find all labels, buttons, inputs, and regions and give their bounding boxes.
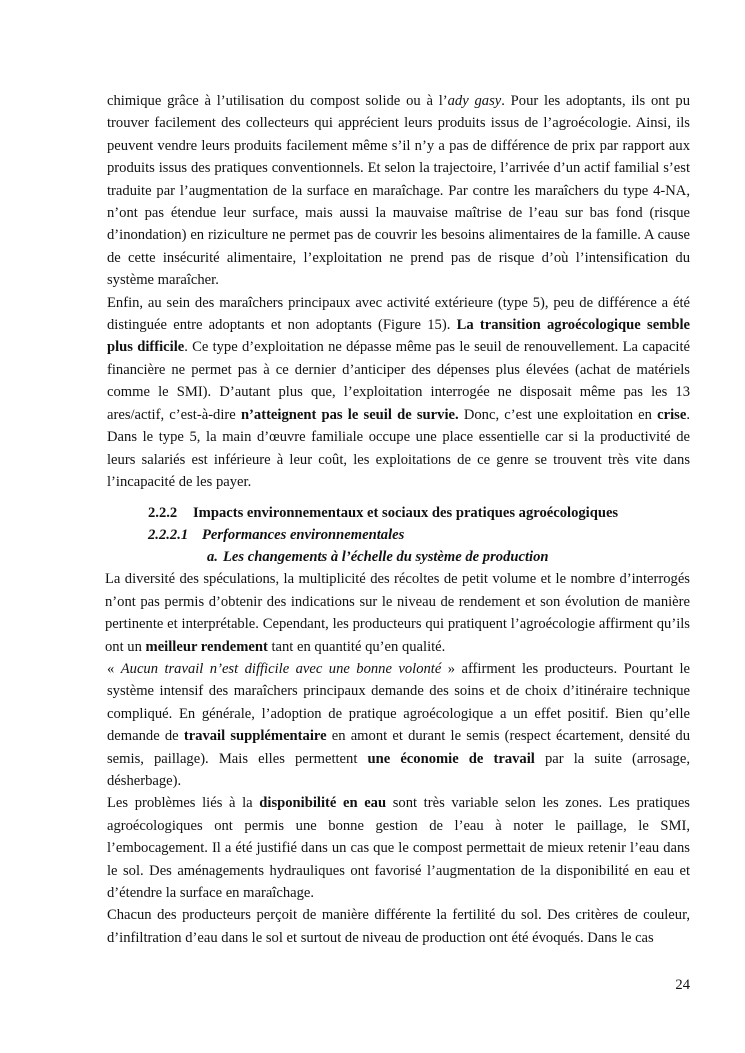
- page-number: 24: [675, 977, 690, 993]
- text-run: Chacun des producteurs perçoit de manière différente la fertilité du sol. Des critères de couleur, d’infiltration d’eau dans le sol et surtout de niveau de production ont été évoqués. Dans le cas: [107, 907, 690, 946]
- section-heading-2-2-2: [107, 502, 690, 524]
- text-run: . Pour les adoptants, ils ont pu trouver facilement des collecteurs qui apprécient leurs produits issus de l’agroécologie. Ainsi, ils peuvent vendre leurs produits facilement même s’il n’y a pas de différence de prix par rapport aux produits issus des pratiques conventionnels. Et selon la trajectoire, l’arrivée d’un actif familial s’est traduite par l’augmentation de la surface en maraîchage. Par contre les maraîchers du type 4-NA, n’ont pas étendue leur surface, mais aussi la mauvaise maîtrise de l’eau sur bas fond (risque d’inondation) en riziculture ne permet pas de couvrir les besoins alimentaires de la famille. A cause de cette insécurité alimentaire, l’exploitation ne prend pas de risque d’où l’intensification du système maraîcher.: [107, 93, 690, 289]
- page-body: [107, 90, 690, 949]
- bold-emphasis: La transition agroécologique semble plus difficile: [107, 317, 690, 356]
- item-title: Les changements à l’échelle du système de production: [223, 549, 549, 566]
- subsection-title: Performances environnementales: [202, 527, 405, 544]
- bold-emphasis: travail supplémentaire: [183, 728, 327, 745]
- subsection-number: 2.2.2.1: [148, 527, 189, 544]
- bold-emphasis: disponibilité en eau: [259, 795, 387, 812]
- bold-emphasis: n’atteignent pas le seuil de survie.: [240, 406, 459, 423]
- bold-emphasis: une économie de travail: [367, 750, 535, 767]
- text-run: . Ce type d’exploitation ne dépasse même pas le seuil de renouvellement. La capacité financière ne permet pas à ce dernier d’anticiper des dépenses plus élevées (achat de matériels comme le SMI). D’autant plus que, l’exploitation interrogée ne disposait même pas les 13 ares/actif, c’est-à-dire: [107, 339, 691, 423]
- paragraph-water: [107, 792, 690, 904]
- paragraph-type4-trajectory: [107, 90, 690, 292]
- paragraph-type5: [107, 292, 690, 494]
- bold-emphasis: meilleur rendement: [145, 638, 268, 655]
- text-run: sont très variable selon les zones. Les pratiques agroécologiques ont permis une bonne gestion de l’eau à noter le paillage, le SMI, l’embocagement. Il a été justifié dans un cas que le compost permettait de mieux retenir l’eau dans le sol. Des aménagements hydrauliques ont favorisé l’augmentation de la disponibilité en eau et d’étendre la surface en maraîchage.: [107, 795, 690, 901]
- text-run: par la suite (arrosage, désherbage).: [107, 750, 690, 789]
- paragraph-workload: [107, 658, 690, 792]
- italic-quote: Aucun travail n’est difficile avec une bonne volonté: [120, 660, 442, 677]
- text-run: tant en quantité qu’en qualité.: [267, 638, 446, 655]
- text-run: Les problèmes liés à la: [107, 795, 260, 812]
- text-run: en amont et durant le semis (respect écartement, densité du semis, paillage). Mais elles permettent: [107, 728, 691, 767]
- section-title: Impacts environnementaux et sociaux des pratiques agroécologiques: [193, 505, 619, 522]
- paragraph-yield: [105, 568, 690, 658]
- text-run: Enfin, au sein des maraîchers principaux avec activité extérieure (type 5), peu de différence a été distinguée entre adoptants et non adoptants (Figure 15).: [107, 294, 690, 334]
- text-run: Donc, c’est une exploitation en: [458, 406, 658, 423]
- quote-open: «: [107, 660, 121, 677]
- paragraph-soil-fertility: [107, 904, 690, 949]
- subsection-heading-2-2-2-1: [107, 524, 690, 546]
- subsubsection-heading-a: [107, 546, 690, 568]
- text-run: La diversité des spéculations, la multiplicité des récoltes de petit volume et le nombre d’interrogés n’ont pas permis d’obtenir des indications sur le niveau de rendement et son évolution de manière pertinente et interprétable. Cependant, les producteurs qui pratiquent l’agroécologie affirment qu’ils ont un: [105, 571, 690, 655]
- text-run: » affirment les producteurs. Pourtant le système intensif des maraîchers principaux demande des soins et de choix d’itinéraire technique compliqué. En générale, l’adoption de pratique agroécologique a un effet positif. Bien qu’elle demande de: [107, 660, 690, 745]
- bold-emphasis: crise: [657, 406, 687, 423]
- text-run: chimique grâce à l’utilisation du compost solide ou à l’: [107, 93, 448, 109]
- text-run: . Dans le type 5, la main d’œuvre familiale occupe une place essentielle car si la productivité de leurs salariés est inférieure à leur coût, les exploitations de ce genre se trouvent très vite dans l’incapacité de les payer.: [107, 406, 690, 490]
- item-letter: a.: [207, 549, 218, 566]
- section-number: 2.2.2: [148, 505, 178, 522]
- italic-term: ady gasy: [447, 93, 502, 109]
